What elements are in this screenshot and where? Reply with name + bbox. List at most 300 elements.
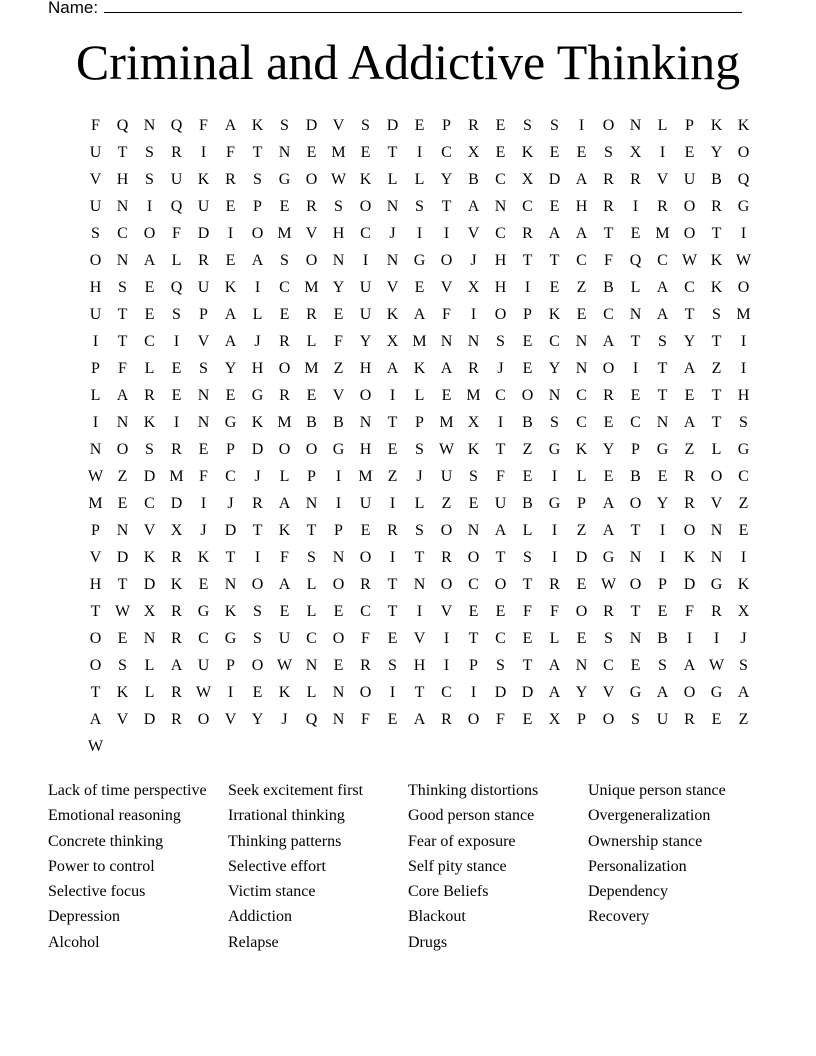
grid-letter[interactable]: E — [144, 279, 155, 296]
grid-letter[interactable]: L — [657, 117, 668, 134]
grid-letter[interactable]: E — [333, 603, 344, 620]
grid-letter[interactable]: P — [91, 522, 100, 539]
grid-letter[interactable]: A — [224, 117, 237, 134]
grid-letter[interactable]: I — [443, 225, 450, 242]
grid-letter[interactable]: R — [684, 468, 695, 485]
grid-letter[interactable]: K — [737, 117, 750, 134]
grid-letter[interactable]: S — [469, 468, 478, 485]
grid-letter[interactable]: B — [711, 171, 722, 188]
grid-letter[interactable]: L — [387, 171, 398, 188]
grid-letter[interactable]: S — [388, 657, 397, 674]
grid-letter[interactable]: C — [522, 198, 533, 215]
grid-letter[interactable]: J — [389, 225, 396, 242]
grid-letter[interactable]: W — [87, 738, 104, 755]
grid-letter[interactable]: Y — [575, 684, 588, 701]
grid-letter[interactable]: C — [630, 414, 641, 431]
grid-letter[interactable]: I — [389, 387, 396, 404]
grid-letter[interactable]: X — [170, 522, 183, 539]
grid-letter[interactable]: P — [199, 306, 208, 323]
grid-letter[interactable]: K — [413, 360, 426, 377]
grid-letter[interactable]: I — [254, 549, 261, 566]
grid-letter[interactable]: T — [711, 387, 722, 404]
grid-letter[interactable]: K — [386, 306, 399, 323]
grid-letter[interactable]: T — [387, 576, 398, 593]
grid-letter[interactable]: N — [386, 198, 399, 215]
grid-letter[interactable]: E — [171, 387, 182, 404]
grid-letter[interactable]: J — [281, 711, 288, 728]
grid-letter[interactable]: G — [224, 414, 237, 431]
grid-letter[interactable]: M — [412, 333, 427, 350]
grid-letter[interactable]: T — [117, 306, 128, 323]
grid-letter[interactable]: N — [332, 549, 345, 566]
grid-letter[interactable]: E — [522, 468, 533, 485]
grid-letter[interactable]: R — [603, 198, 614, 215]
grid-letter[interactable]: H — [494, 279, 507, 296]
grid-letter[interactable]: E — [117, 630, 128, 647]
grid-letter[interactable]: D — [575, 549, 588, 566]
grid-letter[interactable]: H — [89, 576, 102, 593]
grid-letter[interactable]: N — [575, 333, 588, 350]
grid-letter[interactable]: Z — [441, 495, 452, 512]
grid-letter[interactable]: U — [197, 657, 210, 674]
grid-letter[interactable]: J — [470, 252, 477, 269]
grid-letter[interactable]: E — [117, 495, 128, 512]
grid-letter[interactable]: K — [710, 117, 723, 134]
grid-letter[interactable]: T — [603, 225, 614, 242]
grid-letter[interactable]: U — [197, 198, 210, 215]
grid-letter[interactable]: R — [684, 711, 695, 728]
grid-letter[interactable]: D — [683, 576, 696, 593]
grid-letter[interactable]: B — [468, 171, 479, 188]
grid-letter[interactable]: H — [737, 387, 750, 404]
grid-letter[interactable]: I — [686, 630, 693, 647]
grid-letter[interactable]: C — [279, 279, 290, 296]
grid-letter[interactable]: S — [415, 522, 424, 539]
grid-letter[interactable]: N — [116, 522, 129, 539]
grid-letter[interactable]: F — [361, 630, 370, 647]
grid-letter[interactable]: R — [441, 549, 452, 566]
grid-letter[interactable]: N — [494, 198, 507, 215]
grid-letter[interactable]: O — [89, 252, 102, 269]
grid-letter[interactable]: I — [632, 198, 639, 215]
grid-letter[interactable]: P — [226, 657, 235, 674]
grid-letter[interactable]: U — [359, 306, 372, 323]
grid-letter[interactable]: C — [468, 576, 479, 593]
grid-letter[interactable]: O — [89, 630, 102, 647]
grid-letter[interactable]: G — [737, 441, 750, 458]
grid-letter[interactable]: C — [495, 225, 506, 242]
grid-letter[interactable]: W — [195, 684, 212, 701]
grid-letter[interactable]: H — [116, 171, 129, 188]
grid-letter[interactable]: O — [359, 387, 372, 404]
grid-letter[interactable]: C — [657, 252, 668, 269]
grid-letter[interactable]: O — [683, 198, 696, 215]
grid-letter[interactable]: T — [495, 441, 506, 458]
grid-letter[interactable]: O — [251, 576, 264, 593]
grid-letter[interactable]: S — [91, 225, 100, 242]
grid-letter[interactable]: M — [304, 279, 319, 296]
grid-letter[interactable]: O — [278, 441, 291, 458]
grid-letter[interactable]: D — [224, 522, 237, 539]
grid-letter[interactable]: F — [496, 468, 505, 485]
grid-letter[interactable]: N — [467, 522, 480, 539]
grid-letter[interactable]: O — [602, 711, 615, 728]
grid-letter[interactable]: V — [710, 495, 723, 512]
grid-letter[interactable]: D — [170, 495, 183, 512]
grid-letter[interactable]: M — [277, 414, 292, 431]
grid-letter[interactable]: V — [440, 603, 453, 620]
grid-letter[interactable]: P — [469, 657, 478, 674]
grid-letter[interactable]: E — [522, 711, 533, 728]
grid-letter[interactable]: L — [414, 495, 425, 512]
grid-letter[interactable]: O — [683, 684, 696, 701]
grid-letter[interactable]: D — [251, 441, 264, 458]
grid-letter[interactable]: I — [416, 144, 423, 161]
grid-letter[interactable]: C — [360, 603, 371, 620]
grid-letter[interactable]: E — [522, 333, 533, 350]
grid-letter[interactable]: N — [224, 576, 237, 593]
grid-letter[interactable]: E — [441, 387, 452, 404]
grid-letter[interactable]: L — [522, 522, 533, 539]
grid-letter[interactable]: O — [359, 198, 372, 215]
name-blank-line[interactable] — [104, 0, 742, 13]
grid-letter[interactable]: S — [415, 441, 424, 458]
grid-letter[interactable]: F — [199, 468, 208, 485]
grid-letter[interactable]: D — [548, 171, 561, 188]
grid-letter[interactable]: C — [495, 630, 506, 647]
grid-letter[interactable]: R — [468, 360, 479, 377]
grid-letter[interactable]: A — [548, 684, 561, 701]
grid-letter[interactable]: E — [549, 198, 560, 215]
grid-letter[interactable]: R — [603, 171, 614, 188]
grid-letter[interactable]: I — [416, 225, 423, 242]
grid-letter[interactable]: S — [523, 549, 532, 566]
grid-letter[interactable]: T — [306, 522, 317, 539]
grid-letter[interactable]: E — [333, 657, 344, 674]
grid-letter[interactable]: S — [199, 360, 208, 377]
grid-letter[interactable]: I — [200, 495, 207, 512]
grid-letter[interactable]: O — [440, 576, 453, 593]
grid-letter[interactable]: I — [659, 522, 666, 539]
grid-letter[interactable]: E — [495, 117, 506, 134]
grid-letter[interactable]: A — [656, 684, 669, 701]
grid-letter[interactable]: E — [198, 576, 209, 593]
grid-letter[interactable]: R — [522, 225, 533, 242]
grid-letter[interactable]: I — [227, 225, 234, 242]
grid-letter[interactable]: I — [713, 630, 720, 647]
grid-letter[interactable]: W — [735, 252, 752, 269]
grid-letter[interactable]: J — [254, 468, 261, 485]
grid-letter[interactable]: N — [386, 252, 399, 269]
grid-letter[interactable]: S — [145, 144, 154, 161]
grid-letter[interactable]: N — [548, 387, 561, 404]
grid-letter[interactable]: W — [330, 171, 347, 188]
grid-letter[interactable]: I — [551, 468, 558, 485]
grid-letter[interactable]: N — [710, 522, 723, 539]
grid-letter[interactable]: O — [251, 225, 264, 242]
grid-letter[interactable]: E — [414, 117, 425, 134]
grid-letter[interactable]: V — [116, 711, 129, 728]
grid-letter[interactable]: E — [549, 279, 560, 296]
grid-letter[interactable]: A — [602, 495, 615, 512]
grid-letter[interactable]: Q — [170, 279, 183, 296]
grid-letter[interactable]: E — [252, 684, 263, 701]
grid-letter[interactable]: F — [550, 603, 559, 620]
grid-letter[interactable]: W — [114, 603, 131, 620]
grid-letter[interactable]: G — [602, 549, 615, 566]
grid-letter[interactable]: G — [710, 576, 723, 593]
grid-letter[interactable]: R — [603, 603, 614, 620]
grid-letter[interactable]: K — [278, 522, 291, 539]
grid-letter[interactable]: U — [359, 495, 372, 512]
grid-letter[interactable]: Z — [576, 522, 587, 539]
grid-letter[interactable]: N — [143, 117, 156, 134]
grid-letter[interactable]: R — [684, 495, 695, 512]
grid-letter[interactable]: O — [629, 576, 642, 593]
grid-letter[interactable]: L — [576, 468, 587, 485]
grid-letter[interactable]: U — [656, 711, 669, 728]
grid-letter[interactable]: E — [684, 387, 695, 404]
grid-letter[interactable]: R — [252, 495, 263, 512]
grid-letter[interactable]: Z — [738, 495, 749, 512]
grid-letter[interactable]: V — [89, 549, 102, 566]
grid-letter[interactable]: R — [171, 684, 182, 701]
grid-letter[interactable]: O — [305, 252, 318, 269]
grid-letter[interactable]: N — [629, 630, 642, 647]
grid-letter[interactable]: G — [548, 441, 561, 458]
grid-letter[interactable]: N — [305, 657, 318, 674]
grid-letter[interactable]: O — [251, 657, 264, 674]
grid-letter[interactable]: E — [657, 468, 668, 485]
grid-letter[interactable]: A — [143, 252, 156, 269]
grid-letter[interactable]: N — [359, 414, 372, 431]
grid-letter[interactable]: A — [413, 306, 426, 323]
grid-letter[interactable]: D — [143, 711, 156, 728]
grid-letter[interactable]: O — [710, 468, 723, 485]
grid-letter[interactable]: K — [683, 549, 696, 566]
grid-letter[interactable]: X — [467, 279, 480, 296]
grid-letter[interactable]: L — [306, 603, 317, 620]
grid-letter[interactable]: V — [305, 225, 318, 242]
grid-letter[interactable]: E — [657, 603, 668, 620]
grid-letter[interactable]: O — [629, 495, 642, 512]
grid-letter[interactable]: T — [252, 144, 263, 161]
grid-letter[interactable]: S — [712, 306, 721, 323]
grid-letter[interactable]: N — [467, 333, 480, 350]
grid-letter[interactable]: U — [89, 198, 102, 215]
grid-letter[interactable]: I — [335, 495, 342, 512]
grid-letter[interactable]: R — [279, 387, 290, 404]
grid-letter[interactable]: E — [738, 522, 749, 539]
grid-letter[interactable]: A — [494, 522, 507, 539]
grid-letter[interactable]: I — [470, 306, 477, 323]
grid-letter[interactable]: U — [278, 630, 291, 647]
grid-letter[interactable]: O — [521, 387, 534, 404]
grid-letter[interactable]: I — [659, 144, 666, 161]
grid-letter[interactable]: H — [332, 225, 345, 242]
grid-letter[interactable]: V — [89, 171, 102, 188]
grid-letter[interactable]: S — [334, 198, 343, 215]
grid-letter[interactable]: G — [548, 495, 561, 512]
grid-letter[interactable]: R — [144, 387, 155, 404]
grid-letter[interactable]: W — [438, 441, 455, 458]
grid-letter[interactable]: N — [656, 414, 669, 431]
grid-letter[interactable]: A — [278, 576, 291, 593]
grid-letter[interactable]: V — [467, 225, 480, 242]
grid-letter[interactable]: E — [576, 144, 587, 161]
grid-letter[interactable]: O — [332, 576, 345, 593]
grid-letter[interactable]: L — [630, 279, 641, 296]
grid-letter[interactable]: P — [442, 117, 451, 134]
grid-letter[interactable]: J — [254, 333, 261, 350]
grid-letter[interactable]: T — [522, 657, 533, 674]
grid-letter[interactable]: U — [89, 306, 102, 323]
grid-letter[interactable]: M — [88, 495, 103, 512]
grid-letter[interactable]: R — [171, 441, 182, 458]
grid-letter[interactable]: I — [740, 549, 747, 566]
grid-letter[interactable]: C — [198, 630, 209, 647]
grid-letter[interactable]: T — [90, 603, 101, 620]
grid-letter[interactable]: O — [332, 630, 345, 647]
grid-letter[interactable]: E — [171, 360, 182, 377]
grid-letter[interactable]: X — [521, 171, 534, 188]
grid-letter[interactable]: K — [197, 171, 210, 188]
grid-letter[interactable]: O — [440, 252, 453, 269]
grid-letter[interactable]: E — [306, 144, 317, 161]
grid-letter[interactable]: Z — [684, 441, 695, 458]
grid-letter[interactable]: Z — [333, 360, 344, 377]
grid-letter[interactable]: P — [334, 522, 343, 539]
grid-letter[interactable]: I — [443, 630, 450, 647]
grid-letter[interactable]: M — [466, 387, 481, 404]
grid-letter[interactable]: D — [521, 684, 534, 701]
grid-letter[interactable]: H — [575, 198, 588, 215]
grid-letter[interactable]: K — [710, 279, 723, 296]
grid-letter[interactable]: S — [550, 414, 559, 431]
grid-letter[interactable]: K — [548, 306, 561, 323]
grid-letter[interactable]: A — [467, 198, 480, 215]
grid-letter[interactable]: L — [144, 360, 155, 377]
grid-letter[interactable]: O — [197, 711, 210, 728]
grid-letter[interactable]: E — [684, 144, 695, 161]
grid-letter[interactable]: R — [171, 630, 182, 647]
grid-letter[interactable]: I — [389, 684, 396, 701]
grid-letter[interactable]: N — [629, 117, 642, 134]
grid-letter[interactable]: E — [279, 306, 290, 323]
grid-letter[interactable]: K — [251, 117, 264, 134]
grid-letter[interactable]: U — [683, 171, 696, 188]
grid-letter[interactable]: O — [89, 657, 102, 674]
grid-letter[interactable]: E — [333, 306, 344, 323]
grid-letter[interactable]: D — [494, 684, 507, 701]
grid-letter[interactable]: S — [550, 117, 559, 134]
grid-letter[interactable]: P — [226, 441, 235, 458]
grid-letter[interactable]: S — [145, 441, 154, 458]
grid-letter[interactable]: V — [332, 117, 345, 134]
grid-letter[interactable]: L — [549, 630, 560, 647]
grid-letter[interactable]: Y — [548, 360, 561, 377]
grid-letter[interactable]: K — [359, 171, 372, 188]
grid-letter[interactable]: T — [684, 306, 695, 323]
grid-letter[interactable]: F — [91, 117, 100, 134]
grid-letter[interactable]: F — [199, 117, 208, 134]
grid-letter[interactable]: S — [253, 171, 262, 188]
grid-letter[interactable]: R — [198, 252, 209, 269]
grid-letter[interactable]: T — [630, 522, 641, 539]
grid-letter[interactable]: E — [387, 711, 398, 728]
grid-letter[interactable]: A — [575, 225, 588, 242]
grid-letter[interactable]: C — [441, 684, 452, 701]
grid-letter[interactable]: H — [251, 360, 264, 377]
grid-letter[interactable]: A — [737, 684, 750, 701]
grid-letter[interactable]: C — [495, 171, 506, 188]
grid-letter[interactable]: A — [116, 387, 129, 404]
grid-letter[interactable]: Q — [305, 711, 318, 728]
grid-letter[interactable]: E — [630, 225, 641, 242]
grid-letter[interactable]: A — [278, 495, 291, 512]
grid-letter[interactable]: K — [521, 144, 534, 161]
grid-letter[interactable]: O — [494, 306, 507, 323]
grid-letter[interactable]: U — [440, 468, 453, 485]
grid-letter[interactable]: C — [684, 279, 695, 296]
grid-letter[interactable]: C — [738, 468, 749, 485]
grid-letter[interactable]: B — [657, 630, 668, 647]
grid-letter[interactable]: E — [225, 387, 236, 404]
grid-letter[interactable]: N — [116, 198, 129, 215]
grid-letter[interactable]: K — [467, 441, 480, 458]
grid-letter[interactable]: N — [413, 576, 426, 593]
grid-letter[interactable]: I — [632, 360, 639, 377]
grid-letter[interactable]: J — [227, 495, 234, 512]
grid-letter[interactable]: F — [334, 333, 343, 350]
grid-letter[interactable]: G — [278, 171, 291, 188]
grid-letter[interactable]: C — [144, 333, 155, 350]
grid-letter[interactable]: O — [359, 684, 372, 701]
grid-letter[interactable]: E — [387, 630, 398, 647]
grid-letter[interactable]: G — [413, 252, 426, 269]
grid-letter[interactable]: O — [305, 171, 318, 188]
grid-letter[interactable]: F — [604, 252, 613, 269]
grid-letter[interactable]: K — [143, 414, 156, 431]
grid-letter[interactable]: N — [278, 144, 291, 161]
grid-letter[interactable]: K — [710, 252, 723, 269]
grid-letter[interactable]: L — [171, 252, 182, 269]
grid-letter[interactable]: X — [386, 333, 399, 350]
grid-letter[interactable]: L — [306, 684, 317, 701]
grid-letter[interactable]: N — [710, 549, 723, 566]
grid-letter[interactable]: E — [360, 522, 371, 539]
grid-letter[interactable]: I — [173, 414, 180, 431]
grid-letter[interactable]: A — [224, 306, 237, 323]
grid-letter[interactable]: F — [226, 144, 235, 161]
grid-letter[interactable]: A — [602, 333, 615, 350]
grid-letter[interactable]: P — [577, 711, 586, 728]
grid-letter[interactable]: A — [683, 360, 696, 377]
grid-letter[interactable]: V — [656, 171, 669, 188]
grid-letter[interactable]: T — [711, 225, 722, 242]
grid-letter[interactable]: K — [737, 576, 750, 593]
grid-letter[interactable]: P — [685, 117, 694, 134]
grid-letter[interactable]: Q — [737, 171, 750, 188]
grid-letter[interactable]: G — [656, 441, 669, 458]
grid-letter[interactable]: T — [657, 387, 668, 404]
grid-letter[interactable]: O — [116, 441, 129, 458]
grid-letter[interactable]: P — [658, 576, 667, 593]
grid-letter[interactable]: T — [414, 684, 425, 701]
grid-letter[interactable]: X — [629, 144, 642, 161]
grid-letter[interactable]: E — [225, 198, 236, 215]
grid-letter[interactable]: S — [118, 279, 127, 296]
